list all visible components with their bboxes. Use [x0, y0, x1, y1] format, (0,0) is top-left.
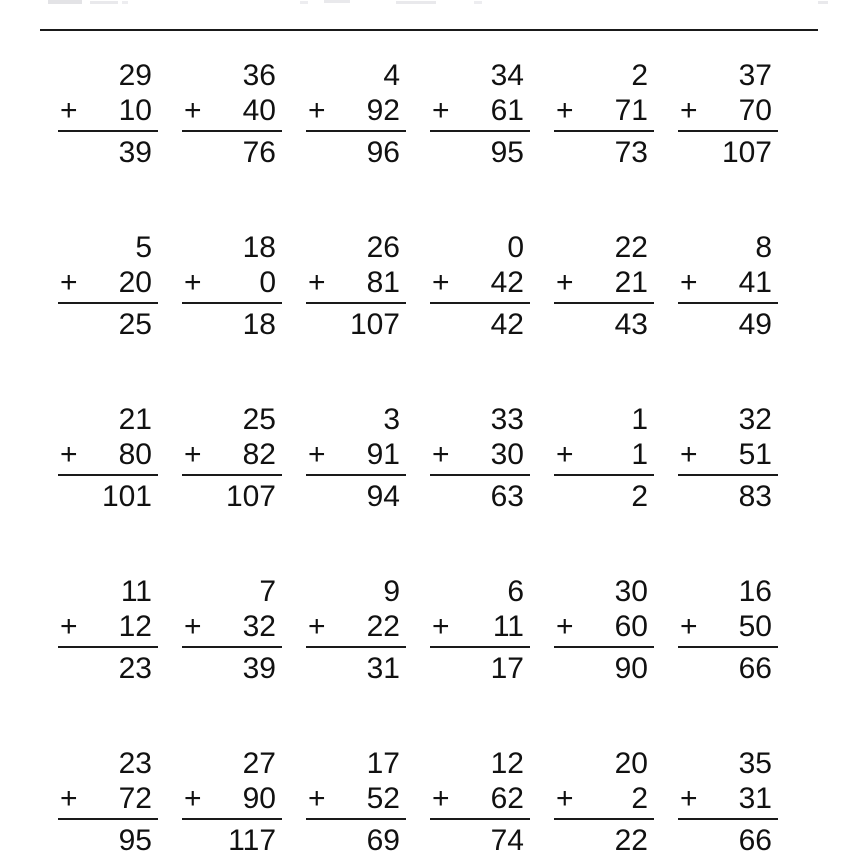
bottom-addend-row	[678, 781, 778, 820]
bottom-addend-row	[58, 781, 158, 820]
answer: 18	[242, 308, 276, 341]
answer: 107	[349, 308, 400, 341]
plus-sign: +	[60, 266, 78, 299]
answer: 66	[738, 652, 772, 685]
top-addend: 33	[490, 403, 524, 436]
answer: 43	[614, 308, 648, 341]
plus-sign: +	[60, 610, 78, 643]
plus-sign: +	[60, 94, 78, 127]
answer: 25	[118, 308, 152, 341]
plus-sign: +	[184, 266, 202, 299]
bottom-addend-row	[430, 609, 530, 648]
bottom-addend-row	[554, 93, 654, 132]
addition-problem	[58, 574, 158, 686]
answer: 95	[118, 824, 152, 856]
cutoff-text-fragments	[0, 0, 856, 5]
bottom-addend: 80	[118, 438, 152, 471]
plus-sign: +	[184, 438, 202, 471]
top-addend: 18	[242, 231, 276, 264]
bottom-addend: 1	[631, 438, 648, 471]
addition-problem	[554, 58, 654, 170]
bottom-addend: 82	[242, 438, 276, 471]
bottom-addend: 22	[366, 610, 400, 643]
answer: 17	[490, 652, 524, 685]
bottom-addend-row	[306, 437, 406, 476]
plus-sign: +	[680, 438, 698, 471]
bottom-addend-row	[430, 437, 530, 476]
bottom-addend-row	[182, 93, 282, 132]
top-addend: 30	[614, 575, 648, 608]
addition-problem	[306, 574, 406, 686]
addition-problem	[182, 746, 282, 856]
addition-problem	[678, 574, 778, 686]
addition-problem	[182, 402, 282, 514]
bottom-addend: 0	[259, 266, 276, 299]
plus-sign: +	[680, 94, 698, 127]
plus-sign: +	[680, 610, 698, 643]
answer: 107	[225, 480, 276, 513]
addition-problem	[58, 746, 158, 856]
top-addend: 2	[631, 59, 648, 92]
top-addend: 5	[135, 231, 152, 264]
top-addend: 11	[120, 575, 152, 608]
answer: 49	[738, 308, 772, 341]
answer: 69	[366, 824, 400, 856]
top-addend: 29	[118, 59, 152, 92]
top-addend: 6	[507, 575, 524, 608]
top-addend: 21	[118, 403, 152, 436]
bottom-addend: 32	[242, 610, 276, 643]
bottom-addend: 11	[492, 610, 524, 643]
bottom-addend-row	[430, 781, 530, 820]
top-addend: 20	[614, 747, 648, 780]
answer: 23	[118, 652, 152, 685]
answer: 39	[118, 136, 152, 169]
answer: 39	[242, 652, 276, 685]
addition-problem	[58, 230, 158, 342]
plus-sign: +	[432, 266, 450, 299]
addition-problem	[430, 746, 530, 856]
plus-sign: +	[556, 438, 574, 471]
addition-problem	[182, 58, 282, 170]
top-addend: 8	[755, 231, 772, 264]
top-addend: 34	[490, 59, 524, 92]
plus-sign: +	[432, 94, 450, 127]
bottom-addend: 52	[366, 782, 400, 815]
top-addend: 0	[507, 231, 524, 264]
bottom-addend-row	[678, 93, 778, 132]
bottom-addend: 2	[631, 782, 648, 815]
top-addend: 1	[631, 403, 648, 436]
problems-grid	[58, 58, 778, 856]
bottom-addend-row	[554, 437, 654, 476]
answer: 73	[614, 136, 648, 169]
header-divider	[40, 29, 818, 31]
plus-sign: +	[184, 610, 202, 643]
bottom-addend-row	[554, 781, 654, 820]
plus-sign: +	[432, 438, 450, 471]
bottom-addend: 62	[490, 782, 524, 815]
plus-sign: +	[680, 266, 698, 299]
bottom-addend-row	[554, 265, 654, 304]
addition-problem	[58, 58, 158, 170]
answer: 95	[490, 136, 524, 169]
top-addend: 27	[242, 747, 276, 780]
plus-sign: +	[432, 782, 450, 815]
bottom-addend-row	[306, 609, 406, 648]
bottom-addend: 42	[490, 266, 524, 299]
answer: 42	[490, 308, 524, 341]
top-addend: 35	[738, 747, 772, 780]
top-addend: 12	[490, 747, 524, 780]
answer: 63	[490, 480, 524, 513]
top-addend: 16	[738, 575, 772, 608]
top-addend: 9	[383, 575, 400, 608]
bottom-addend-row	[430, 265, 530, 304]
top-addend: 32	[738, 403, 772, 436]
bottom-addend-row	[58, 265, 158, 304]
answer: 22	[614, 824, 648, 856]
bottom-addend: 10	[118, 94, 152, 127]
plus-sign: +	[308, 266, 326, 299]
addition-problem	[678, 230, 778, 342]
bottom-addend-row	[182, 781, 282, 820]
bottom-addend-row	[678, 609, 778, 648]
addition-problem	[306, 230, 406, 342]
plus-sign: +	[432, 610, 450, 643]
addition-problem	[554, 402, 654, 514]
bottom-addend: 20	[118, 266, 152, 299]
plus-sign: +	[308, 782, 326, 815]
addition-problem	[678, 746, 778, 856]
answer: 107	[721, 136, 772, 169]
addition-problem	[554, 230, 654, 342]
bottom-addend-row	[58, 609, 158, 648]
plus-sign: +	[308, 438, 326, 471]
addition-problem	[554, 574, 654, 686]
plus-sign: +	[556, 94, 574, 127]
bottom-addend: 60	[614, 610, 648, 643]
plus-sign: +	[308, 610, 326, 643]
addition-problem	[554, 746, 654, 856]
answer: 76	[242, 136, 276, 169]
bottom-addend: 81	[366, 266, 400, 299]
addition-problem	[306, 746, 406, 856]
answer: 96	[366, 136, 400, 169]
bottom-addend: 21	[614, 266, 648, 299]
bottom-addend-row	[182, 609, 282, 648]
bottom-addend: 91	[366, 438, 400, 471]
top-addend: 25	[242, 403, 276, 436]
plus-sign: +	[556, 782, 574, 815]
bottom-addend-row	[306, 781, 406, 820]
bottom-addend: 90	[242, 782, 276, 815]
bottom-addend: 12	[118, 610, 152, 643]
addition-problem	[678, 402, 778, 514]
bottom-addend: 50	[738, 610, 772, 643]
top-addend: 23	[118, 747, 152, 780]
answer: 90	[614, 652, 648, 685]
addition-problem	[430, 58, 530, 170]
top-addend: 37	[738, 59, 772, 92]
answer: 74	[490, 824, 524, 856]
bottom-addend: 92	[366, 94, 400, 127]
bottom-addend: 72	[118, 782, 152, 815]
answer: 83	[738, 480, 772, 513]
plus-sign: +	[308, 94, 326, 127]
bottom-addend-row	[182, 265, 282, 304]
bottom-addend-row	[678, 265, 778, 304]
answer: 94	[366, 480, 400, 513]
top-addend: 7	[259, 575, 276, 608]
answer: 31	[366, 652, 400, 685]
top-addend: 36	[242, 59, 276, 92]
plus-sign: +	[184, 782, 202, 815]
plus-sign: +	[556, 610, 574, 643]
bottom-addend-row	[58, 93, 158, 132]
addition-problem	[430, 402, 530, 514]
addition-problem	[182, 230, 282, 342]
top-addend: 3	[383, 403, 400, 436]
addition-problem	[58, 402, 158, 514]
answer: 2	[631, 480, 648, 513]
bottom-addend: 31	[738, 782, 772, 815]
answer: 117	[228, 824, 276, 856]
plus-sign: +	[60, 438, 78, 471]
bottom-addend-row	[58, 437, 158, 476]
bottom-addend: 51	[738, 438, 772, 471]
bottom-addend-row	[306, 265, 406, 304]
addition-problem	[306, 58, 406, 170]
addition-problem	[430, 574, 530, 686]
bottom-addend: 40	[242, 94, 276, 127]
bottom-addend-row	[182, 437, 282, 476]
plus-sign: +	[184, 94, 202, 127]
bottom-addend: 70	[738, 94, 772, 127]
bottom-addend-row	[306, 93, 406, 132]
bottom-addend: 71	[614, 94, 648, 127]
bottom-addend: 30	[490, 438, 524, 471]
addition-problem	[306, 402, 406, 514]
top-addend: 22	[614, 231, 648, 264]
plus-sign: +	[60, 782, 78, 815]
answer: 66	[738, 824, 772, 856]
plus-sign: +	[680, 782, 698, 815]
top-addend: 4	[383, 59, 400, 92]
addition-problem	[182, 574, 282, 686]
bottom-addend-row	[678, 437, 778, 476]
bottom-addend-row	[554, 609, 654, 648]
addition-problem	[430, 230, 530, 342]
answer: 101	[101, 480, 152, 513]
top-addend: 26	[366, 231, 400, 264]
bottom-addend: 61	[490, 94, 524, 127]
plus-sign: +	[556, 266, 574, 299]
bottom-addend-row	[430, 93, 530, 132]
top-addend: 17	[366, 747, 400, 780]
addition-problem	[678, 58, 778, 170]
bottom-addend: 41	[738, 266, 772, 299]
